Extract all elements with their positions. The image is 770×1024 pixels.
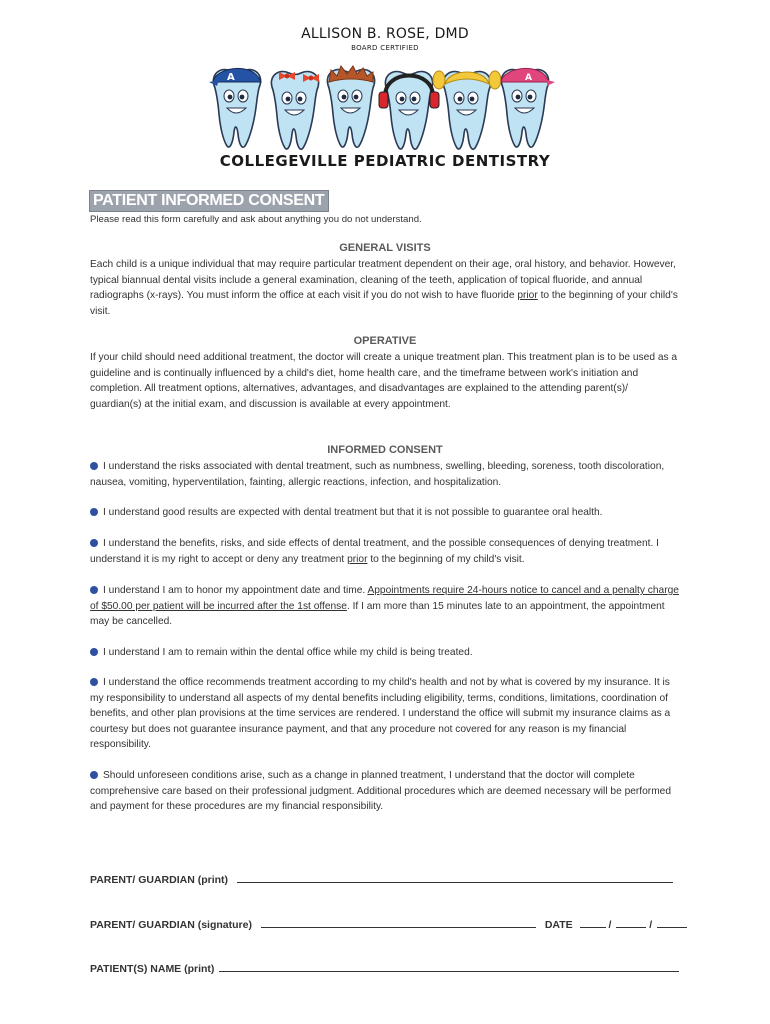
date-separator: / [649,919,653,931]
consent-item-unforeseen: Should unforeseen conditions arise, such as a change in planned treatment, I understand that the doctor will complete comprehensive care based on their professional judgment. Additional procedures which are deemed necessary will be performed and payment for these procedures are my financial responsibility. [90,770,672,812]
board-certified: BOARD CERTIFIED [351,44,419,52]
date-month-field[interactable] [580,917,606,928]
patient-name-field[interactable] [219,961,679,972]
consent-item-insurance: I understand the office recommends treatment according to my child's health and not by what is covered by my insurance. It is my responsibility to understand all aspects of my dental benefits including eligibility, terms, conditions, limitations, coordination of benefits, and other plan provisions at the time services are rendered. I understand the office will submit my insurance claims as a courtesy but does not guarantee insurance payment, and that any procedure not covered for any reason is my financial responsibility. [90,677,671,750]
cap-letter: A [525,73,532,83]
consent-item-risks: I understand the risks associated with dental treatment, such as numbness, swelling, bleeding, soreness, tooth discoloration, nausea, vomiting, hyperventilation, fainting, allergic reactions, infection, and hospitalization. [90,461,665,488]
consent-item-remain: I understand I am to remain within the dental office while my child is being treated. [90,645,682,661]
bullet-icon [90,539,98,547]
patient-name-row [90,961,679,975]
teeth-mascot-logo [205,58,555,150]
parent-signature-field[interactable] [261,917,536,928]
date-year-field[interactable] [657,917,687,928]
parent-print-row [90,872,673,886]
general-visits-text: Each child is a unique individual that may require particular treatment dependent on their age, oral history, and behavior. However, typical biannual dental visits include a general examination, cleaning of the teeth, application of topical fluoride, and annual radiographs (x-rays). You must inform the office at each visit if you do not wish to have fluoride prior to the beginning of your child's visit. [90,259,678,317]
cap-letter: A [227,72,235,83]
bullet-icon [90,586,98,594]
doctor-name: ALLISON B. ROSE, DMD [301,26,469,42]
consent-item-results: I understand good results are expected with dental treatment but that it is not possible to guarantee oral health. [90,505,682,521]
parent-print-label: PARENT/ GUARDIAN (print) [90,874,229,886]
bullet-icon [90,508,98,516]
consent-item-appointments: I understand I am to honor my appointment date and time. Appointments require 24-hours notice to cancel and a penalty charge of $50.00 per patient will be incurred after the 1st offense. If I am more than 15 minutes late to an appointment, the appointment may be cancelled. [90,585,679,627]
operative-heading: OPERATIVE [353,335,417,347]
general-visits-heading: GENERAL VISITS [339,242,431,254]
informed-consent-heading: INFORMED CONSENT [327,444,443,456]
bullet-icon [90,462,98,470]
parent-signature-row [90,917,687,931]
practice-name: COLLEGEVILLE PEDIATRIC DENTISTRY [219,152,551,170]
letterhead [0,26,770,53]
consent-item-benefits: I understand the benefits, risks, and side effects of dental treatment, and the possible consequences of denying treatment. I understand it is my right to accept or deny any treatment prior to the beginning of my child's visit. [90,538,659,565]
operative-text: If your child should need additional treatment, the doctor will create a unique treatment plan. This treatment plan is to be used as a guideline and is continually influenced by a child's diet, home health care, and the timeframe between work's initiation and completion. All treatment options, alternatives, advantages, and disadvantages are explained to the attending parent(s)/ guardian(s) at the initial exam, and discussion is available at every appointment. [90,352,678,410]
date-separator: / [608,919,612,931]
form-title: PATIENT INFORMED CONSENT [89,190,329,212]
parent-signature-label: PARENT/ GUARDIAN (signature) [90,919,252,931]
parent-print-field[interactable] [237,872,673,883]
form-subtitle: Please read this form carefully and ask about anything you do not understand. [90,214,422,225]
patient-name-label: PATIENT(S) NAME (print) [90,963,215,975]
bullet-icon [90,678,98,686]
bullet-icon [90,648,98,656]
date-label: DATE [544,919,573,931]
bullet-icon [90,771,98,779]
date-day-field[interactable] [616,917,646,928]
